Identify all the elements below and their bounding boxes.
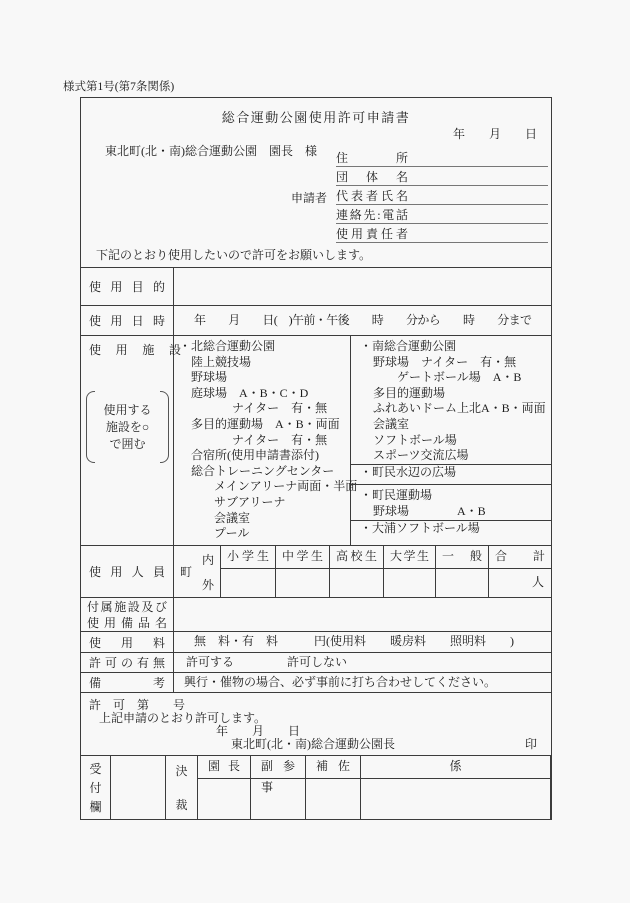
fee-options-cell: 無 料・有 料 円(使用料 暖房料 照明料 ) <box>194 634 514 648</box>
general-count-cell[interactable] <box>436 569 488 597</box>
reception-stamp-cell[interactable] <box>111 756 166 819</box>
bracket-right <box>160 391 169 463</box>
deputy-counselor-header: 副参事 <box>251 756 305 779</box>
facility-item: ナイター 有・無 <box>232 432 328 447</box>
assistant-header: 補佐 <box>306 756 360 779</box>
facility-item: ふれあいドーム上北A・B・両面 <box>373 401 546 416</box>
permission-options-cell <box>174 653 551 672</box>
fee-row <box>81 631 551 652</box>
north-park-facility-list <box>174 336 358 545</box>
purpose-input-cell[interactable] <box>174 268 551 305</box>
staff-cell[interactable] <box>361 779 550 819</box>
facility-item: 会議室 <box>214 510 251 525</box>
equipment-label-cell <box>81 598 174 631</box>
addressee-line: 東北町(北・南)総合運動公園 園長 様 <box>105 144 317 158</box>
remarks-row <box>81 672 551 692</box>
applicant-label: 申請者 <box>291 191 328 205</box>
permission-deny-option: 許可しない <box>287 655 348 669</box>
university-column <box>384 546 436 597</box>
facility-item: 合宿所(使用申請書添付) <box>191 448 319 463</box>
staff-column <box>361 756 551 819</box>
high-school-column <box>330 546 384 597</box>
remarks-text-cell: 興行・催物の場合、必ず事前に打ち合わせしてください。 <box>184 675 497 689</box>
director-signature-line: 東北町(北・南)総合運動公園長 <box>231 737 395 751</box>
people-label-cell <box>81 546 174 597</box>
outside-label: 外 <box>201 577 214 592</box>
elementary-header: 小学生 <box>221 546 275 569</box>
note-line-1: 使用する <box>103 402 152 417</box>
south-park-facility-column <box>351 336 551 545</box>
town-label: 町 <box>180 565 193 579</box>
note-line-3: で囲む <box>109 436 146 451</box>
south-park-facility-list <box>351 336 551 464</box>
staff-header: 係 <box>361 756 550 779</box>
facility-item: ・町民運動場 <box>360 487 433 502</box>
facility-item: 多目的運動場 <box>373 385 446 400</box>
form-box <box>80 97 552 820</box>
note-line-2: 施設を○ <box>105 419 150 434</box>
facility-item: 野球場 A・B <box>373 504 486 519</box>
facility-item: 会議室 <box>373 416 410 431</box>
form-title: 総合運動公園使用許可申請書 <box>221 110 411 125</box>
junior-high-count-cell[interactable] <box>276 569 329 597</box>
decision-char-1: 決 <box>175 764 188 778</box>
permission-allow-option: 許可する <box>186 655 235 669</box>
permit-section <box>81 692 551 755</box>
high-school-header: 高校生 <box>330 546 383 569</box>
permission-label: 許可の有無 <box>89 656 165 670</box>
facility-item: ・北総合運動公園 <box>179 339 276 353</box>
purpose-label: 使用目的 <box>89 280 165 294</box>
datetime-row <box>81 305 551 335</box>
oura-softball-row <box>351 520 551 545</box>
facility-item: 野球場 <box>191 370 228 385</box>
representative-name-field[interactable] <box>336 186 548 205</box>
general-column <box>436 546 489 597</box>
reception-char-3: 欄 <box>89 800 102 814</box>
reception-char-2: 付 <box>89 781 102 795</box>
elementary-column <box>221 546 276 597</box>
responsible-person-field[interactable] <box>336 224 548 243</box>
representative-name-field-label: 代表者氏名 <box>336 189 408 203</box>
permit-approval-line: 上記申請のとおり許可します。 <box>99 711 267 725</box>
facility-item: ソフトボール場 <box>373 432 457 447</box>
equipment-label-line-2: 使用備品名 <box>87 615 167 630</box>
reception-char-1: 受 <box>89 762 102 776</box>
facility-item: ナイター 有・無 <box>232 401 328 416</box>
people-count-row <box>81 545 551 597</box>
remarks-label-cell <box>81 673 174 692</box>
contact-phone-field-label: 連絡先:電話 <box>336 208 408 222</box>
responsible-person-field-label: 使用責任者 <box>336 227 408 241</box>
organization-name-field-label: 団体名 <box>336 170 408 184</box>
town-field-row <box>351 484 551 521</box>
junior-high-header: 中学生 <box>276 546 329 569</box>
inside-label: 内 <box>201 552 214 567</box>
purpose-row <box>81 267 551 305</box>
decision-char-2: 裁 <box>175 798 188 812</box>
approval-table-row <box>81 755 551 819</box>
form-header-section <box>81 98 551 267</box>
address-field[interactable] <box>336 148 548 167</box>
facility-item: 庭球場 A・B・C・D <box>191 385 309 400</box>
fee-label-cell <box>81 632 174 652</box>
facility-item: ・南総合運動公園 <box>360 339 457 353</box>
junior-high-column <box>276 546 330 597</box>
reception-column-label <box>81 756 111 819</box>
facility-item: 総合トレーニングセンター <box>191 463 335 478</box>
total-header: 合計 <box>489 546 551 569</box>
facility-item: 野球場 ナイター 有・無 <box>373 354 517 369</box>
deputy-counselor-column <box>251 756 306 819</box>
permit-date-line: 年 月 日 <box>216 724 301 738</box>
facility-item: スポーツ交流広場 <box>373 448 469 463</box>
facility-row <box>81 335 551 545</box>
datetime-input-cell[interactable]: 年 月 日( )午前・午後 時 分から 時 分まで <box>194 313 532 327</box>
application-date-line: 年 月 日 <box>452 127 537 141</box>
facility-item: メインアリーナ両面・半面 <box>214 479 358 494</box>
contact-phone-field[interactable] <box>336 205 548 224</box>
circle-facility-note <box>86 391 169 463</box>
remarks-label: 備考 <box>89 676 165 690</box>
datetime-label: 使用日時 <box>89 314 165 328</box>
high-school-count-cell[interactable] <box>330 569 383 597</box>
permission-label-cell <box>81 653 174 672</box>
organization-name-field[interactable] <box>336 167 548 186</box>
town-inside-outside-cell <box>174 546 221 597</box>
general-header: 一般 <box>436 546 488 569</box>
director-approval-cell[interactable] <box>198 779 250 819</box>
university-header: 大学生 <box>384 546 435 569</box>
waterside-plaza-row <box>351 464 551 484</box>
facility-item: ・町民水辺の広場 <box>360 464 457 479</box>
facility-item: 陸上競技場 <box>191 354 252 369</box>
seal-mark: 印 <box>524 737 537 751</box>
facility-item: ゲートボール場 A・B <box>397 370 522 385</box>
total-count-cell[interactable]: 人 <box>531 575 544 589</box>
equipment-row <box>81 597 551 631</box>
director-approval-column <box>198 756 251 819</box>
datetime-label-cell <box>81 306 174 335</box>
permit-number-line: 許 可 第 号 <box>89 698 186 712</box>
fee-label: 使用料 <box>89 635 165 650</box>
equipment-input-cell[interactable] <box>174 598 551 631</box>
people-label: 使用人員 <box>89 565 165 579</box>
facility-item: サブアリーナ <box>214 494 286 509</box>
form-number: 様式第1号(第7条関係) <box>63 81 175 93</box>
total-column <box>489 546 551 597</box>
facility-label-cell <box>81 336 181 545</box>
intro-sentence: 下記のとおり使用したいので許可をお願いします。 <box>96 248 372 262</box>
elementary-count-cell[interactable] <box>221 569 275 597</box>
facility-label: 使用施設 <box>89 343 181 357</box>
purpose-label-cell <box>81 268 174 305</box>
applicant-fields <box>336 148 548 243</box>
facility-item: 多目的運動場 A・B・両面 <box>191 416 340 431</box>
decision-column-label <box>166 756 198 819</box>
address-field-label: 住所 <box>336 151 408 165</box>
facility-item: プール <box>214 526 250 541</box>
director-approval-header: 園長 <box>198 756 250 779</box>
facility-item: ・大浦ソフトボール場 <box>360 521 480 536</box>
assistant-cell[interactable] <box>306 779 360 819</box>
university-count-cell[interactable] <box>384 569 435 597</box>
assistant-column <box>306 756 361 819</box>
permission-row <box>81 652 551 672</box>
equipment-label-line-1: 付属施設及び <box>87 599 167 614</box>
bracket-left <box>86 391 95 463</box>
deputy-counselor-cell[interactable] <box>251 779 305 819</box>
